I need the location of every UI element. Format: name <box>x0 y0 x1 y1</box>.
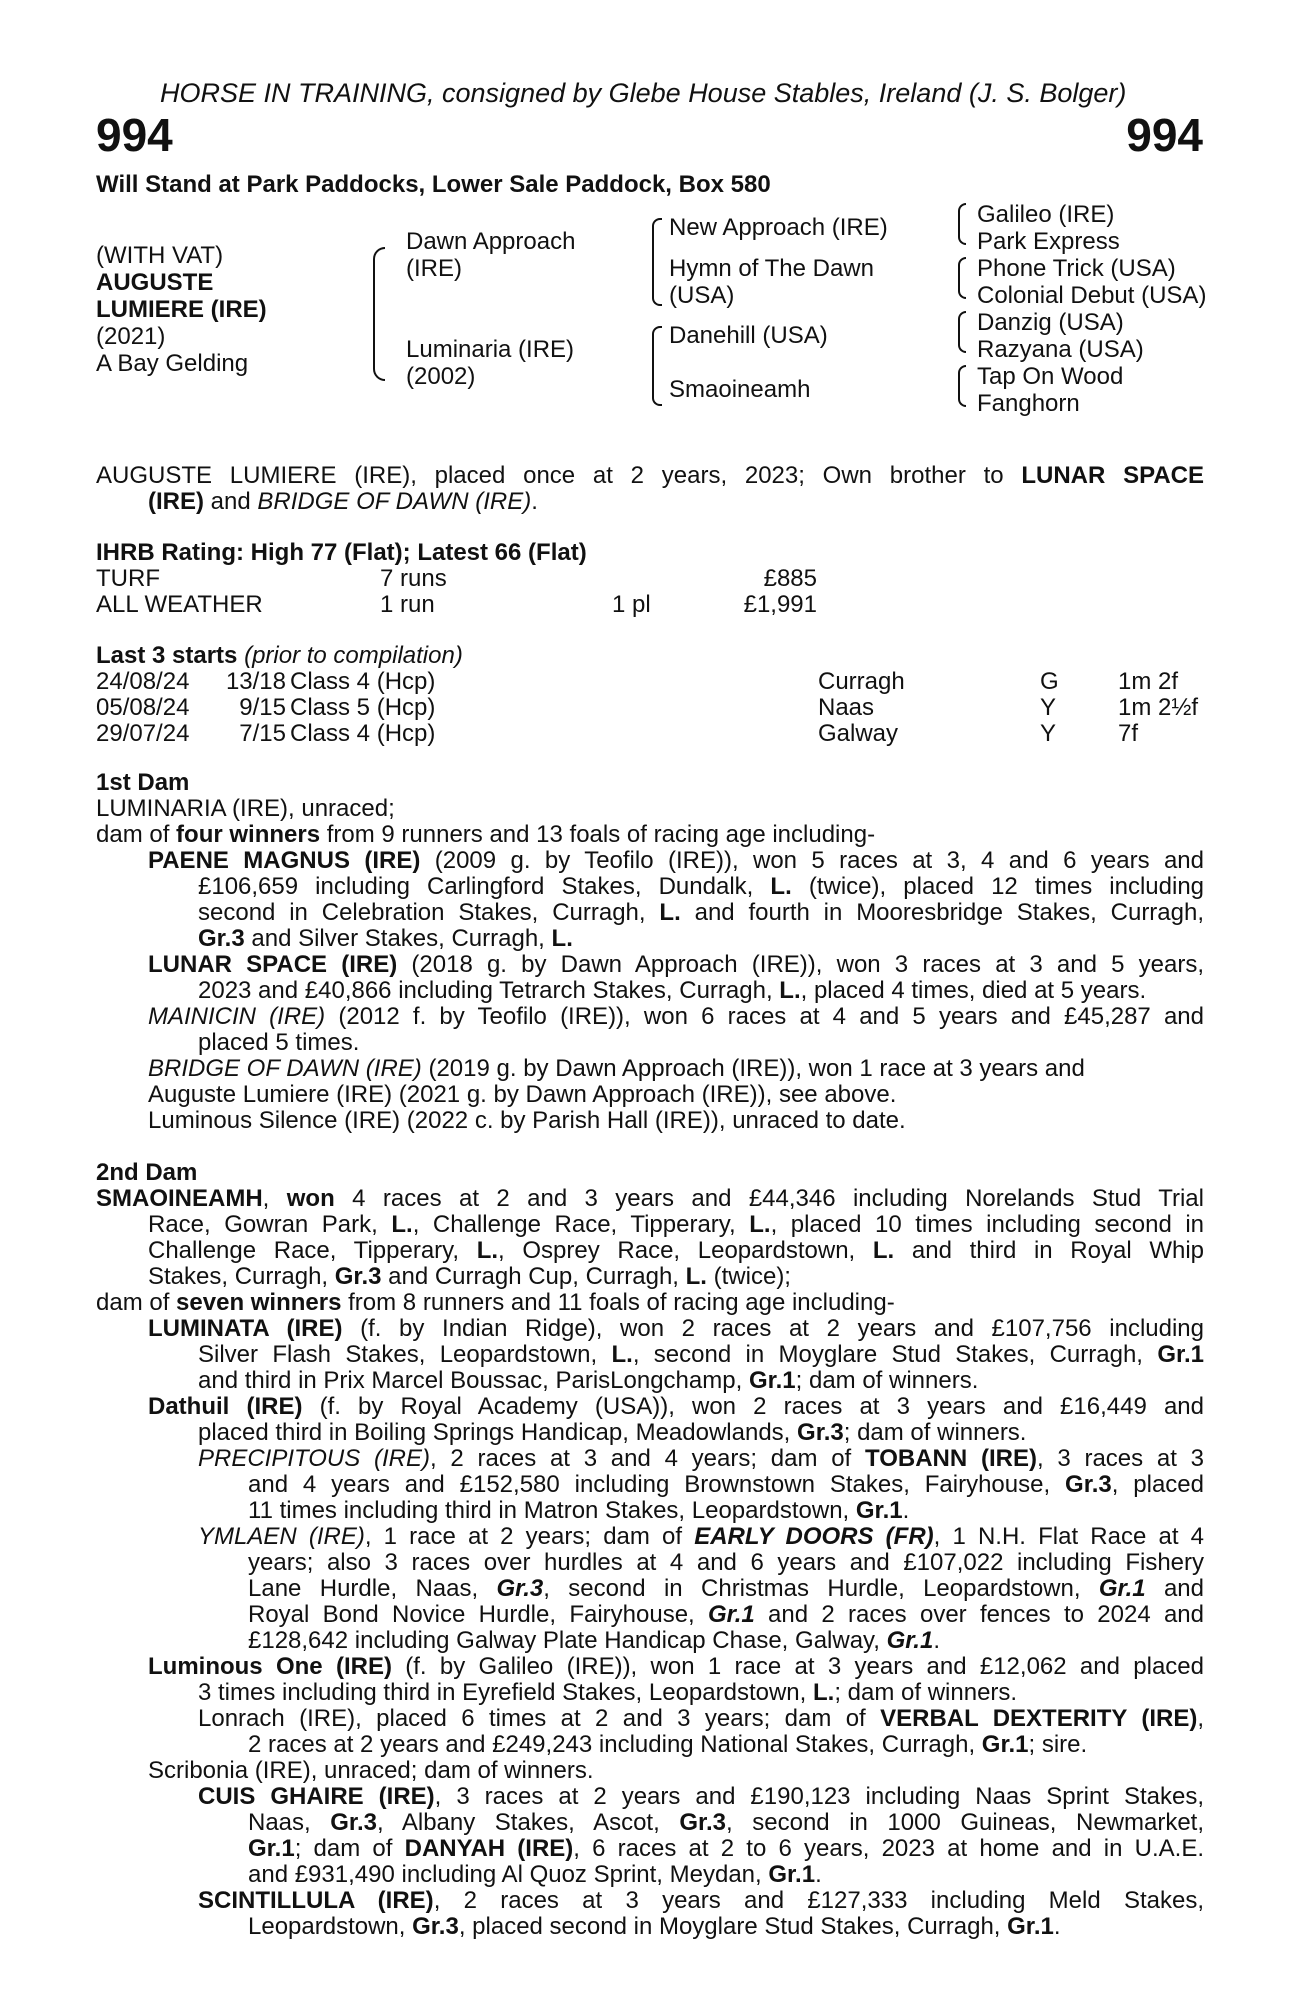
horse-vat: (WITH VAT) <box>96 242 224 269</box>
ymlaen-line1: YMLAEN (IRE), 1 race at 2 years; dam of EARLY DOORS (FR), 1 N.H. Flat Race at 4 <box>198 1523 1204 1550</box>
ped-ssd: Park Express <box>977 228 1120 255</box>
pedigree-brace-1 <box>373 247 385 381</box>
smaoineamh-line1: SMAOINEAMH, won 4 races at 2 and 3 years and £44,346 including Norelands Stud Trial <box>96 1185 1204 1212</box>
pedigree-brace-3a <box>958 203 966 245</box>
cuis-line4: and £931,490 including Al Quoz Sprint, Meydan, Gr.1. <box>248 1861 822 1888</box>
lot-number-right: 994 <box>1126 109 1203 161</box>
sire-sire: New Approach (IRE) <box>669 214 888 241</box>
pedigree-brace-2b <box>652 326 662 406</box>
luminata-line3: and third in Prix Marcel Boussac, ParisLongchamp, Gr.1; dam of winners. <box>198 1367 979 1394</box>
consignment-line: HORSE IN TRAINING, consigned by Glebe House Stables, Ireland (J. S. Bolger) <box>160 78 1127 108</box>
luminous-one-line2: 3 times including third in Eyrefield Stakes, Leopardstown, L.; dam of winners. <box>198 1679 1018 1706</box>
sire-line2: (IRE) <box>406 255 462 282</box>
dam-dam: Smaoineamh <box>669 376 811 403</box>
pedigree-brace-3c <box>958 311 966 353</box>
start-distance: 7f <box>1118 720 1139 747</box>
dathuil-line2: placed third in Boiling Springs Handicap, Meadowlands, Gr.3; dam of winners. <box>198 1419 1027 1446</box>
ped-sds: Phone Trick (USA) <box>977 255 1176 282</box>
smaoineamh-line5: dam of seven winners from 8 runners and 11 foals of racing age including- <box>96 1289 895 1316</box>
mainicin-line2: placed 5 times. <box>198 1029 360 1056</box>
scintillula-line2: Leopardstown, Gr.3, placed second in Moyglare Stud Stakes, Curragh, Gr.1. <box>248 1913 1061 1940</box>
start-date: 29/07/24 <box>96 720 190 747</box>
start-position: 9/15 <box>239 694 286 721</box>
rating-row-placings: 1 pl <box>612 591 651 618</box>
mainicin-line1: MAINICIN (IRE) (2012 f. by Teofilo (IRE)), won 6 races at 4 and 5 years and £45,287 and <box>148 1003 1204 1030</box>
first-dam-heading: 1st Dam <box>96 769 190 796</box>
paene-line2: £106,659 including Carlingford Stakes, Dundalk, L. (twice), placed 12 times including <box>198 873 1205 900</box>
ymlaen-line4: Royal Bond Novice Hurdle, Fairyhouse, Gr.1 and 2 races over fences to 2024 and <box>248 1601 1205 1628</box>
first-dam-line1: LUMINARIA (IRE), unraced; <box>96 795 395 822</box>
rating-row-runs: 1 run <box>380 591 435 618</box>
start-course: Naas <box>818 694 875 721</box>
start-going: Y <box>1040 720 1057 747</box>
dam-line1: Luminaria (IRE) <box>406 336 575 363</box>
lonrach-line2: 2 races at 2 years and £249,243 including National Stakes, Curragh, Gr.1; sire. <box>248 1731 1088 1758</box>
cuis-line1: CUIS GHAIRE (IRE), 3 races at 2 years and £190,123 including Naas Sprint Stakes, <box>198 1783 1204 1810</box>
ped-ddd: Fanghorn <box>977 390 1080 417</box>
precipitous-line2: and 4 years and £152,580 including Brownstown Stakes, Fairyhouse, Gr.3, placed <box>248 1471 1205 1498</box>
start-class: Class 5 (Hcp) <box>290 694 436 721</box>
start-position: 7/15 <box>239 720 286 747</box>
luminata-line1: LUMINATA (IRE) (f. by Indian Ridge), won 2 races at 2 years and £107,756 including <box>148 1315 1205 1342</box>
sire-dam-line2: (USA) <box>669 282 735 309</box>
start-course: Galway <box>818 720 899 747</box>
start-date: 24/08/24 <box>96 668 190 695</box>
start-course: Curragh <box>818 668 905 695</box>
rating-row-surface: TURF <box>96 565 160 592</box>
precipitous-line1: PRECIPITOUS (IRE), 2 races at 3 and 4 years; dam of TOBANN (IRE), 3 races at 3 <box>198 1445 1204 1472</box>
rating-row-earnings: £885 <box>763 565 817 592</box>
dam-sire: Danehill (USA) <box>669 322 828 349</box>
intro-line1: AUGUSTE LUMIERE (IRE), placed once at 2 years, 2023; Own brother to LUNAR SPACE <box>96 462 1205 489</box>
start-class: Class 4 (Hcp) <box>290 720 436 747</box>
smaoineamh-line3: Challenge Race, Tipperary, L., Osprey Race, Leopardstown, L. and third in Royal Whip <box>148 1237 1205 1264</box>
luminous-one-line1: Luminous One (IRE) (f. by Galileo (IRE)), won 1 race at 3 years and £12,062 and placed <box>148 1653 1204 1680</box>
cuis-line3: Gr.1; dam of DANYAH (IRE), 6 races at 2 to 6 years, 2023 at home and in U.A.E. <box>248 1835 1205 1862</box>
ped-sdd: Colonial Debut (USA) <box>977 282 1207 309</box>
dathuil-line1: Dathuil (IRE) (f. by Royal Academy (USA)), won 2 races at 3 years and £16,449 and <box>148 1393 1204 1420</box>
first-dam-line2: dam of four winners from 9 runners and 13 foals of racing age including- <box>96 821 876 848</box>
luminata-line2: Silver Flash Stakes, Leopardstown, L., second in Moyglare Stud Stakes, Curragh, Gr.1 <box>198 1341 1205 1368</box>
start-going: Y <box>1040 694 1057 721</box>
scintillula-line1: SCINTILLULA (IRE), 2 races at 3 years and £127,333 including Meld Stakes, <box>198 1887 1204 1914</box>
auguste-line: Auguste Lumiere (IRE) (2021 g. by Dawn Approach (IRE)), see above. <box>148 1081 897 1108</box>
ymlaen-line5: £128,642 including Galway Plate Handicap Chase, Galway, Gr.1. <box>248 1627 940 1654</box>
precipitous-line3: 11 times including third in Matron Stakes, Leopardstown, Gr.1. <box>248 1497 910 1524</box>
lot-number-left: 994 <box>96 109 173 161</box>
pedigree-brace-3d <box>958 365 966 407</box>
bridge-line1: BRIDGE OF DAWN (IRE) (2019 g. by Dawn Approach (IRE)), won 1 race at 3 years and <box>148 1055 1085 1082</box>
ped-dss: Danzig (USA) <box>977 309 1124 336</box>
cuis-line2: Naas, Gr.3, Albany Stakes, Ascot, Gr.3, second in 1000 Guineas, Newmarket, <box>248 1809 1205 1836</box>
paene-line3: second in Celebration Stakes, Curragh, L. and fourth in Mooresbridge Stakes, Curragh, <box>198 899 1205 926</box>
paene-line1: PAENE MAGNUS (IRE) (2009 g. by Teofilo (IRE)), won 5 races at 3, 4 and 6 years and <box>148 847 1204 874</box>
intro-line2: (IRE) and BRIDGE OF DAWN (IRE). <box>148 488 538 515</box>
start-date: 05/08/24 <box>96 694 190 721</box>
pedigree-brace-3b <box>958 257 966 299</box>
lunar-line2: 2023 and £40,866 including Tetrarch Stakes, Curragh, L., placed 4 times, died at 5 years. <box>198 977 1147 1004</box>
start-class: Class 4 (Hcp) <box>290 668 436 695</box>
horse-name-line2: LUMIERE (IRE) <box>96 296 267 323</box>
rating-heading: IHRB Rating: High 77 (Flat); Latest 66 (Flat) <box>96 539 587 566</box>
horse-year: (2021) <box>96 323 166 350</box>
lunar-line1: LUNAR SPACE (IRE) (2018 g. by Dawn Approach (IRE)), won 3 races at 3 and 5 years, <box>148 951 1204 978</box>
sire-line1: Dawn Approach <box>406 228 576 255</box>
sire-dam-line1: Hymn of The Dawn <box>669 255 874 282</box>
rating-row-earnings: £1,991 <box>743 591 817 618</box>
ped-dsd: Razyana (USA) <box>977 336 1144 363</box>
smaoineamh-line2: Race, Gowran Park, L., Challenge Race, Tipperary, L., placed 10 times including second in <box>148 1211 1205 1238</box>
rating-row-surface: ALL WEATHER <box>96 591 263 618</box>
second-dam-heading: 2nd Dam <box>96 1159 198 1186</box>
luminous-silence-line: Luminous Silence (IRE) (2022 c. by Parish Hall (IRE)), unraced to date. <box>148 1107 906 1134</box>
rating-row-runs: 7 runs <box>380 565 447 592</box>
ped-sss: Galileo (IRE) <box>977 201 1115 228</box>
scribonia-line: Scribonia (IRE), unraced; dam of winners. <box>148 1757 594 1784</box>
dam-line2: (2002) <box>406 363 476 390</box>
horse-description: A Bay Gelding <box>96 350 249 377</box>
start-going: G <box>1040 668 1059 695</box>
ymlaen-line2: years; also 3 races over hurdles at 4 and 6 years and £107,022 including Fishery <box>248 1549 1204 1576</box>
lonrach-line1: Lonrach (IRE), placed 6 times at 2 and 3 years; dam of VERBAL DEXTERITY (IRE), <box>198 1705 1204 1732</box>
start-distance: 1m 2½f <box>1118 694 1199 721</box>
start-distance: 1m 2f <box>1118 668 1179 695</box>
paene-line4: Gr.3 and Silver Stakes, Curragh, L. <box>198 925 573 952</box>
ymlaen-line3: Lane Hurdle, Naas, Gr.3, second in Christmas Hurdle, Leopardstown, Gr.1 and <box>248 1575 1204 1602</box>
stand-location: Will Stand at Park Paddocks, Lower Sale Paddock, Box 580 <box>96 171 771 198</box>
smaoineamh-line4: Stakes, Curragh, Gr.3 and Curragh Cup, Curragh, L. (twice); <box>148 1263 791 1290</box>
start-position: 13/18 <box>225 668 286 695</box>
last-starts-heading: Last 3 starts (prior to compilation) <box>96 642 463 669</box>
horse-name-line1: AUGUSTE <box>96 269 214 296</box>
ped-dds: Tap On Wood <box>977 363 1124 390</box>
pedigree-brace-2a <box>652 218 662 306</box>
